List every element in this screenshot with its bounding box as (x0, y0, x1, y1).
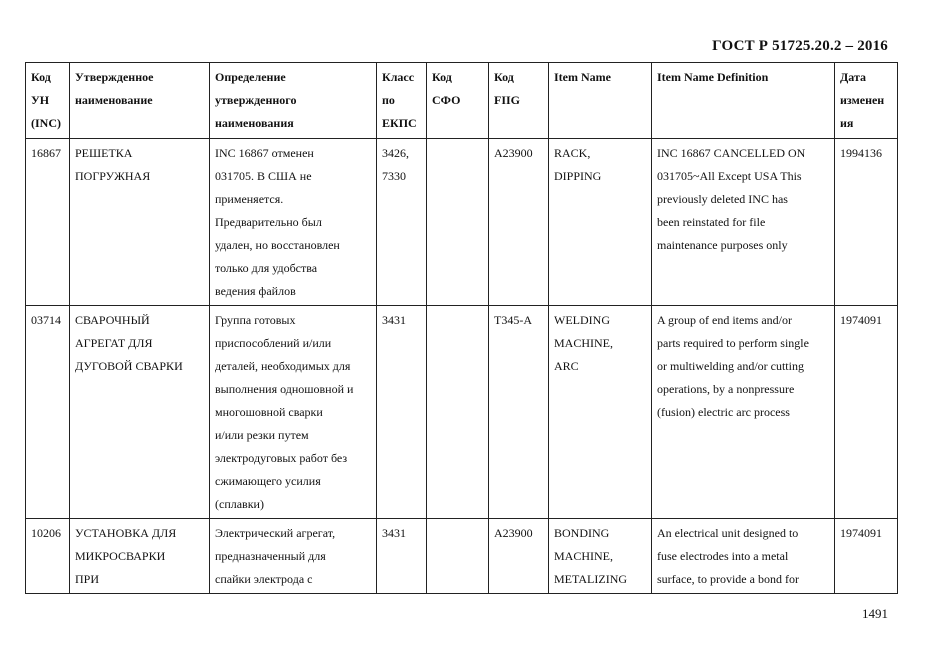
cell-class: 3431 (377, 306, 427, 519)
cell-date: 1994136 (835, 139, 898, 306)
inc-table (25, 62, 898, 594)
cell-class: 3426, 7330 (377, 139, 427, 306)
cell-item-name: WELDING MACHINE, ARC (549, 306, 652, 519)
header-fiig: Код FIIG (489, 63, 549, 139)
header-approved-name: Утвержденное наименование (70, 63, 210, 139)
table-row (26, 306, 898, 519)
cell-inc: 03714 (26, 306, 70, 519)
cell-definition-ru: Электрический агрегат, предназначенный для спайки электрода с (210, 519, 377, 594)
header-inc: Код УН (INC) (26, 63, 70, 139)
cell-fiig: A23900 (489, 519, 549, 594)
cell-sfo (427, 139, 489, 306)
cell-definition-en: A group of end items and/or parts required to perform single or multiwelding and/or cutting operations, by a nonpressure (fusion) electric arc process (652, 306, 835, 519)
cell-definition-en: An electrical unit designed to fuse electrodes into a metal surface, to provide a bond for (652, 519, 835, 594)
cell-definition-en: INC 16867 CANCELLED ON 031705~All Except USA This previously deleted INC has been reinstated for file maintenance purposes only (652, 139, 835, 306)
cell-name-ru: РЕШЕТКА ПОГРУЖНАЯ (70, 139, 210, 306)
cell-inc: 16867 (26, 139, 70, 306)
cell-name-ru: УСТАНОВКА ДЛЯ МИКРОСВАРКИ ПРИ (70, 519, 210, 594)
cell-sfo (427, 306, 489, 519)
header-definition-ru: Определение утвержденного наименования (210, 63, 377, 139)
table-header-row (26, 63, 898, 139)
document-header: ГОСТ Р 51725.20.2 – 2016 (712, 38, 888, 54)
cell-date: 1974091 (835, 306, 898, 519)
cell-date: 1974091 (835, 519, 898, 594)
cell-item-name: BONDING MACHINE, METALIZING (549, 519, 652, 594)
cell-class: 3431 (377, 519, 427, 594)
cell-name-ru: СВАРОЧНЫЙ АГРЕГАТ ДЛЯ ДУГОВОЙ СВАРКИ (70, 306, 210, 519)
cell-fiig: A23900 (489, 139, 549, 306)
cell-definition-ru: Группа готовых приспособлений и/или деталей, необходимых для выполнения одношовной и многошовной сварки и/или резки путем электродуговых работ без сжимающего усилия (сплавки) (210, 306, 377, 519)
cell-definition-ru: INC 16867 отменен 031705. В США не применяется. Предварительно был удален, но восстановлен только для удобства ведения файлов (210, 139, 377, 306)
page-number: 1491 (862, 606, 888, 621)
header-item-name: Item Name (549, 63, 652, 139)
header-item-definition: Item Name Definition (652, 63, 835, 139)
cell-inc: 10206 (26, 519, 70, 594)
table-row (26, 519, 898, 594)
cell-fiig: T345-A (489, 306, 549, 519)
cell-sfo (427, 519, 489, 594)
cell-item-name: RACK, DIPPING (549, 139, 652, 306)
header-date: Дата изменен ия (835, 63, 898, 139)
table-row (26, 139, 898, 306)
header-class: Класс по ЕКПС (377, 63, 427, 139)
header-sfo: Код СФО (427, 63, 489, 139)
